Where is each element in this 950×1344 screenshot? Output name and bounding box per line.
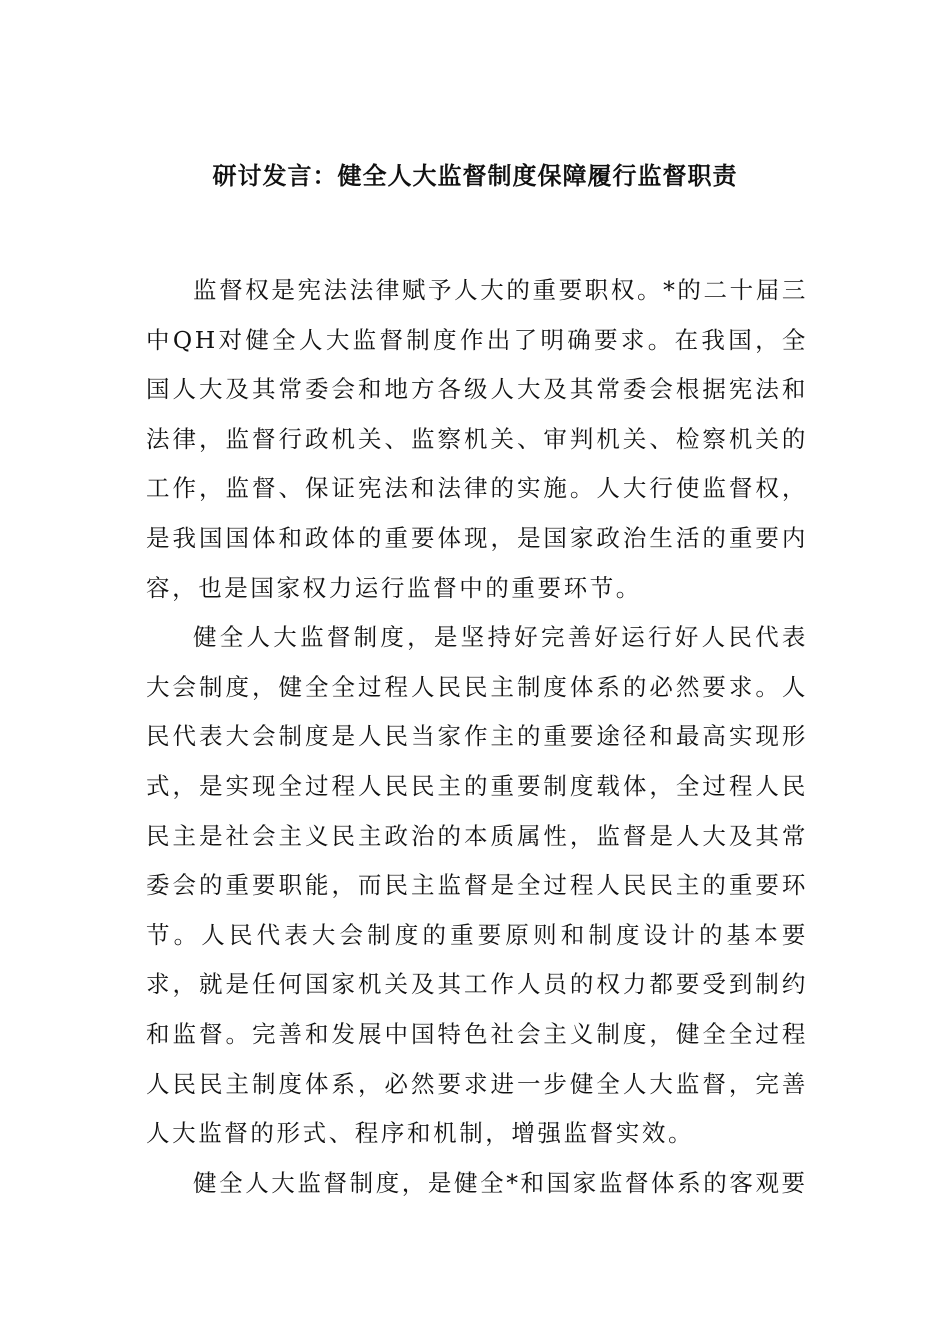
- paragraph-3: 健全人大监督制度，是健全*和国家监督体系的客观要: [193, 1168, 808, 1197]
- paragraph-1: 监督权是宪法法律赋予人大的重要职权。*的二十届三中QH对健全人大监督制度作出了明确要求。在我国，全国人大及其常委会和地方各级人大及其常委会根据宪法和法律，监督行政机关、监察机关、审判机关、检察机关的工作，监督、保证宪法和法律的实施。人大行使监督权，是我国国体和政体的重要体现，是国家政治生活的重要内容，也是国家权力运行监督中的重要环节。: [146, 276, 808, 602]
- document-title: 研讨发言：健全人大监督制度保障履行监督职责: [212, 162, 738, 190]
- document-body: [146, 266, 808, 1208]
- paragraph-2: 健全人大监督制度，是坚持好完善好运行好人民代表大会制度，健全全过程人民民主制度体系的必然要求。人民代表大会制度是人民当家作主的重要途径和最高实现形式，是实现全过程人民民主的重要制度载体，全过程人民民主是社会主义民主政治的本质属性，监督是人大及其常委会的重要职能，而民主监督是全过程人民民主的重要环节。人民代表大会制度的重要原则和制度设计的基本要求，就是任何国家机关及其工作人员的权力都要受到制约和监督。完善和发展中国特色社会主义制度，健全全过程人民民主制度体系，必然要求进一步健全人大监督，完善人大监督的形式、程序和机制，增强监督实效。: [146, 623, 808, 1148]
